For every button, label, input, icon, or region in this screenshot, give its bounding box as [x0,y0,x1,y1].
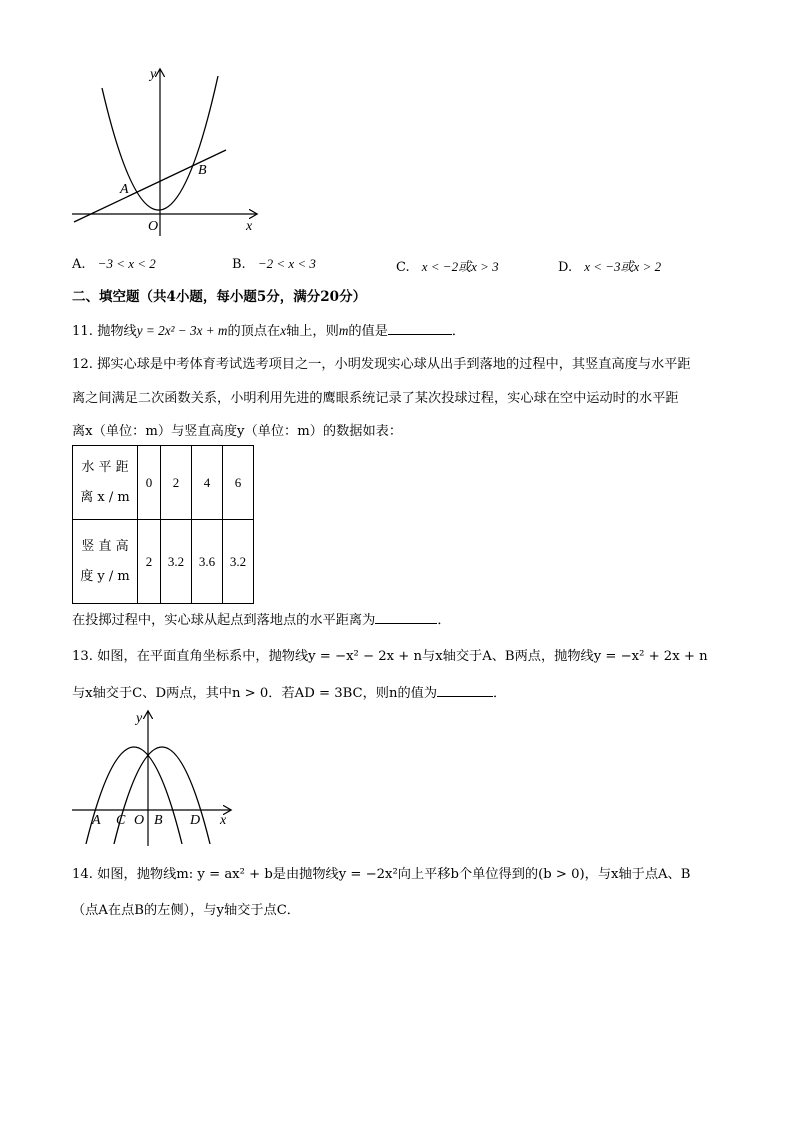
row2-header [73,520,138,604]
q11-m: m [338,323,349,338]
option-d [558,256,661,275]
row1-header [73,446,138,520]
q11-answer-blank[interactable] [388,322,452,335]
option-c-label: C. [396,260,410,275]
point-b-label: B [154,813,163,828]
q13-line-2-text: 与x轴交于C、D两点，其中n > 0．若AD = 3BC，则n的值为 [72,686,438,701]
table-row [73,446,254,520]
q11-x: x [280,323,287,338]
q13-line-2: 与x轴交于C、D两点，其中n > 0．若AD = 3BC，则n的值为 ． [72,686,507,701]
point-a-label: A [120,182,129,197]
right-parabola [114,747,210,844]
table-cell: 0 [138,446,161,520]
q12-after-text: 在投掷过程中，实心球从起点到落地点的水平距离为 [72,613,376,628]
option-c [396,256,499,275]
row2-header-b: 度 y / m [80,568,130,584]
option-a-label: A. [72,257,86,272]
point-c-label: C [116,813,126,828]
question-11: 11. 抛物线y = 2x² − 3x + m的顶点在x轴上，则m的值是 ． [72,323,466,339]
figure-parabola-line [68,62,268,238]
y-label: y [136,711,143,726]
q14-line-2: （点A在点B的左侧），与y轴交于点C． [72,903,300,918]
point-a-label: A [92,813,101,828]
option-a [72,256,156,272]
option-d-text: x < −3或x > 2 [584,259,662,274]
q11-expr: y = 2x² − 3x + m [136,323,228,338]
table-cell: 4 [192,446,223,520]
table-cell: 3.2 [161,520,192,604]
table-cell: 6 [223,446,254,520]
q11-mid2: 轴上，则 [286,324,339,339]
q11-pre: 抛物线 [97,324,137,339]
x-label: x [246,219,253,234]
q12-line-3: 离x（单位：m）与竖直高度y（单位：m）的数据如表： [72,424,403,439]
section-title: 二、填空题（共4小题，每小题5分，满分20分） [72,289,367,305]
table-cell: 2 [161,446,192,520]
q12-line-1: 12. 掷实心球是中考体育考试选考项目之一，小明发现实心球从出手到落地的过程中，其竖直高度与水平距 [72,357,691,372]
q13-answer-blank[interactable] [437,684,493,697]
table-row [73,520,254,604]
q12-data-table [72,445,254,604]
row1-header-b: 离 x / m [80,489,130,505]
table-cell: 3.6 [192,520,223,604]
q12-after: 在投掷过程中，实心球从起点到落地点的水平距离为 ． [72,613,451,628]
table-cell: 3.2 [223,520,254,604]
q11-post: 的值是 [348,324,388,339]
point-b-label: B [198,163,207,178]
option-c-text: x < −2或x > 3 [421,259,499,274]
q14-line-1: 14. 如图，抛物线m: y = ax² + b是由抛物线y = −2x²向上平移b个单位得到的(b > 0)，与x轴于点A、B [72,867,691,882]
origin-label: O [134,813,145,828]
left-parabola [86,747,182,844]
row1-header-a: 水 平 距 [81,459,129,475]
table-cell: 2 [138,520,161,604]
point-d-label: D [190,813,201,828]
option-b-text: −2 < x < 3 [257,256,316,271]
y-label: y [150,67,157,82]
option-b-label: B. [232,257,246,272]
option-d-label: D. [558,260,573,275]
q11-mid: 的顶点在 [227,324,281,339]
option-b [232,256,316,272]
origin-label: O [148,219,159,234]
q12-answer-blank[interactable] [375,611,437,624]
q12-line-2: 离之间满足二次函数关系，小明利用先进的鹰眼系统记录了某次投球过程，实心球在空中运动时的水平距 [72,391,679,406]
q11-number: 11. [72,324,93,339]
row2-header-a: 竖 直 高 [81,538,129,554]
option-a-text: −3 < x < 2 [97,256,156,271]
q13-line-1: 13. 如图，在平面直角坐标系中，抛物线y = −x² − 2x + n与x轴交于A、B两点，抛物线y = −x² + 2x + n [72,649,708,664]
figure-two-parabolas [68,706,238,850]
straight-line [74,150,226,222]
x-label: x [220,813,227,828]
